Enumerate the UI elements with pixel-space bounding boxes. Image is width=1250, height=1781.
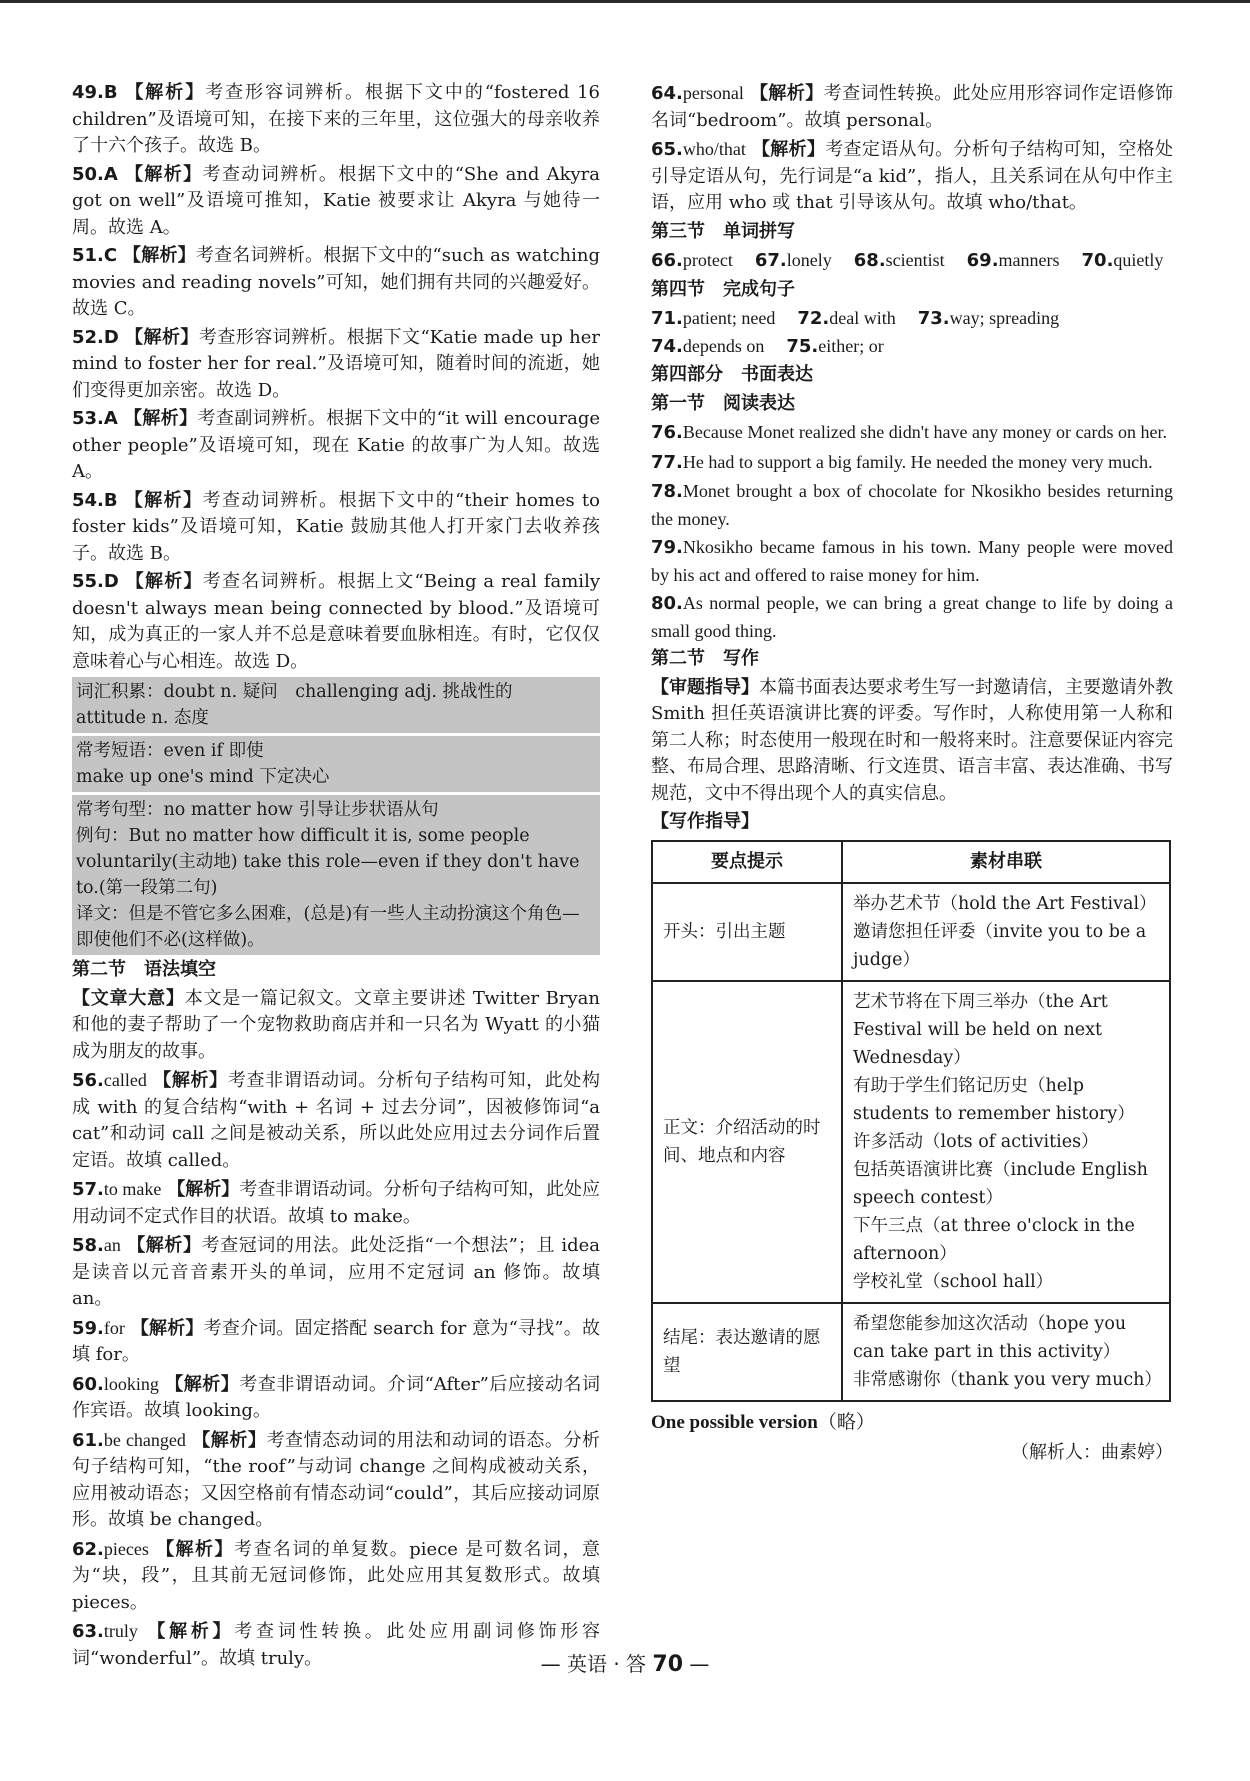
reading-number: 80. [651,593,683,614]
analyst-credit: （解析人：曲素婷） [1011,1442,1173,1463]
grammar-answer: called [103,1070,147,1090]
pattern-box [72,795,600,955]
spelling-number: 69. [966,250,999,271]
table-row [652,883,1170,981]
completion-answer [651,305,775,333]
table-key-cell: 开头：引出主题 [652,883,842,981]
material-line: 希望您能参加这次活动（hope you can take part in this activity） [853,1313,1127,1362]
page-footer [0,1648,1250,1677]
spelling-word: protect [682,250,733,270]
answer-item [72,80,600,160]
grammar-item [72,1371,600,1425]
section-grammar-title: 第二节 语法填空 [72,959,216,980]
reading-number: 79. [651,537,683,558]
answer-item [72,569,600,675]
spelling-number: 70. [1081,250,1114,271]
grammar-number: 64. [651,83,683,104]
grammar-answer: an [103,1235,121,1255]
reading-text: Because Monet realized she didn't have any money or cards on her. [682,422,1167,442]
answer-item [72,162,600,242]
table-key-cell: 结尾：表达邀请的愿望 [652,1303,842,1401]
grammar-number: 57. [72,1179,104,1200]
completion-words: way; spreading [949,308,1060,328]
material-line: 包括英语演讲比赛（include English speech contest） [853,1159,1148,1208]
answer-number: 54.B [72,489,118,511]
grammar-item [72,1232,600,1313]
phrase-box [72,736,600,792]
material-line: 非常感谢你（thank you very much） [853,1369,1162,1390]
spelling-word: scientist [885,250,945,270]
grammar-number: 62. [72,1538,104,1560]
material-line: 有助于学生们铭记历史（help students to remember history） [853,1075,1135,1124]
spelling-answers [651,247,1173,275]
completion-answer [918,305,1059,333]
answer-number: 51.C [72,245,118,266]
grammar-number: 61. [72,1429,104,1451]
completion-number: 71. [651,308,683,329]
spelling-word: manners [998,250,1060,270]
table-header-material: 素材串联 [842,841,1170,883]
grammar-number: 58. [72,1235,104,1256]
writing-guide-tag: 【写作指导】 [651,811,759,832]
analysis-tag: 【解析】 [750,83,824,104]
top-rule [0,0,1250,3]
answer-item [72,406,600,486]
material-line: 艺术节将在下周三举办（the Art Festival will be held on next Wednesday） [853,991,1108,1068]
section-completion-title: 第四节 完成句子 [651,278,795,300]
analysis-tag: 【解析】 [156,1538,234,1560]
writing-guide [651,675,1173,808]
analysis-text: 考查冠词的用法。此处泛指“一个想法”；且 idea 是读音以元音音素开头的单词，应用不定冠词 an 修饰。故填 an。 [72,1235,600,1309]
analysis-text: 考查形容词辨析。根据下文“Katie made up her mind to foster her for real.”及语境可知，随着时间的流逝，她们变得更加亲密。故选 D。 [72,326,600,401]
material-line: 许多活动（lots of activities） [853,1131,1099,1152]
table-row [652,981,1170,1303]
summary-tag: 【文章大意】 [72,987,185,1009]
completion-number: 72. [797,308,830,329]
spelling-answer [967,247,1060,275]
material-line: 下午三点（at three o'clock in the afternoon） [853,1215,1135,1264]
footer-prefix: — 英语 · 答 [540,1652,647,1676]
analysis-tag: 【解析】 [123,408,198,429]
analysis-text: 考查词性转换。此处应用形容词作定语修饰名词“bedroom”。故填 personal。 [651,83,1174,131]
completion-number: 75. [786,335,819,357]
analysis-tag: 【解析】 [123,245,196,266]
analysis-tag: 【解析】 [165,1373,240,1395]
grammar-number: 65. [651,139,683,160]
grammar-answer: looking [103,1373,159,1394]
analysis-tag: 【解析】 [125,571,203,592]
analysis-text: 考查介词。固定搭配 search for 意为“寻找”。故填 for。 [72,1317,600,1365]
grammar-item [72,1427,600,1534]
grammar-number: 63. [72,1621,104,1642]
analysis-tag: 【解析】 [130,1317,204,1339]
grammar-answer: be changed [103,1429,186,1450]
section-spelling-title: 第三节 单词拼写 [651,220,795,242]
completion-answer [651,333,764,361]
reading-number: 77. [651,451,683,473]
vocab-text: 词汇积累：doubt n. 疑问 challenging adj. 挑战性的 attitude n. 态度 [76,682,531,728]
spelling-answer [651,247,733,275]
completion-number: 74. [651,335,683,357]
grammar-item [72,1315,600,1369]
vocab-box [72,677,600,733]
reading-answer [651,419,1173,447]
reading-answer [651,478,1173,532]
version-label: One possible version [651,1411,818,1433]
analysis-tag: 【解析】 [167,1179,240,1200]
reading-answer [651,534,1173,588]
pattern-translation: 译文：但是不管它多么困难，(总是)有一些人主动扮演这个角色—即使他们不必(这样做)。 [76,904,580,950]
spelling-number: 67. [754,250,787,271]
answer-number: 52.D [72,326,119,348]
analysis-tag: 【解析】 [153,1070,228,1091]
reading-number: 76. [651,422,683,443]
answer-item [72,488,600,568]
table-header-row [652,841,1170,883]
grammar-answer: for [103,1317,125,1338]
reading-answer [651,590,1173,644]
analysis-tag: 【解析】 [192,1429,267,1451]
answer-item [72,243,600,323]
completion-answer [797,305,895,333]
completion-answer [786,333,883,361]
analysis-text: 考查动词辨析。根据下文中的“their homes to foster kids”及语境可知，Katie 鼓励其他人打开家门去收养孩子。故选 B。 [72,489,601,564]
pattern-example: 例句：But no matter how difficult it is, some people voluntarily(主动地) take this role—even if they don't have to.(第一段第二句) [76,826,580,898]
analysis-text: 考查情态动词的用法和动词的语态。分析句子结构可知，“the roof”与动词 change 之间构成被动关系，应用被动语态；又因空格前有情态动词“could”，其后应接动词原形。故填 be changed。 [72,1429,601,1530]
spelling-answer [755,247,832,275]
summary-text: 本文是一篇记叙文。文章主要讲述 Twitter Bryan 和他的妻子帮助了一个宠物救助商店并和一只名为 Wyatt 的小猫成为朋友的故事。 [72,987,600,1062]
spelling-answer [854,247,945,275]
answer-number: 55.D [72,571,119,592]
table-material-cell [842,883,1170,981]
left-column [72,80,600,1674]
completion-words: depends on [682,335,765,356]
pattern-title: 常考句型：no matter how 引导让步状语从句 [76,800,439,820]
answer-number: 50.A [72,163,118,185]
completion-words: either; or [818,335,884,356]
grammar-number: 56. [72,1070,104,1091]
analysis-tag: 【解析】 [127,1235,202,1256]
table-material-cell [842,1303,1170,1401]
spelling-word: lonely [786,250,832,270]
grammar-answer: who/that [682,139,746,159]
answer-number: 53.A [72,408,118,429]
material-line: 邀请您担任评委（invite you to be a judge） [853,921,1147,970]
footer-suffix: — [689,1652,710,1676]
part4-title: 第四部分 书面表达 [651,364,813,385]
answer-number: 49.B [72,82,118,103]
right-column [651,80,1173,1467]
material-line: 学校礼堂（school hall） [853,1271,1054,1292]
answer-item [72,325,600,405]
writing-guide-table [651,840,1171,1402]
grammar-answer: truly [103,1621,138,1641]
reading-text: Monet brought a box of chocolate for Nkosikho besides returning the money. [651,481,1173,529]
spelling-answer [1082,247,1164,275]
table-header-key: 要点提示 [652,841,842,883]
grammar-item [72,1536,600,1617]
analysis-text: 考查名词辨析。根据上文“Being a real family doesn't always mean being connected by blood.”及语境可知，成为真正的一家人并不总是意味着要血脉相连。有时，它仅仅意味着心与心相连。故选 D。 [72,571,600,672]
page-number: 70 [652,1652,684,1677]
analysis-tag: 【解析】 [125,82,206,103]
analysis-tag: 【解析】 [147,1621,235,1642]
analysis-tag: 【解析】 [751,139,826,160]
spelling-number: 68. [853,250,886,271]
reading-text: Nkosikho became famous in his town. Many people were moved by his act and offered to raise money for him. [651,537,1173,585]
completion-number: 73. [917,308,950,329]
phrase-line-1: 常考短语：even if 即使 [76,741,264,761]
guide-text: 本篇书面表达要求考生写一封邀请信，主要邀请外教 Smith 担任英语演讲比赛的评委。写作时，人称使用第一人称和第二人称；时态使用一般现在时和一般将来时。注意要保证内容完整、布局合理、思路清晰、行文连贯、语言丰富、表达准确、书写规范，文中不得出现个人的真实信息。 [651,676,1173,804]
completion-answers [651,305,1173,360]
grammar-item [72,1176,600,1230]
grammar-item [72,1067,600,1174]
guide-tag: 【审题指导】 [651,676,759,698]
reading-text: As normal people, we can bring a great change to life by doing a small good thing. [651,593,1173,641]
material-line: 举办艺术节（hold the Art Festival） [853,893,1157,914]
version-note: （略） [817,1411,875,1433]
possible-version [651,1410,1173,1437]
analysis-tag: 【解析】 [125,326,199,348]
grammar-number: 59. [72,1317,104,1339]
grammar-number: 60. [72,1373,104,1395]
article-summary [72,986,600,1066]
grammar-answer: to make [103,1179,162,1199]
analysis-text: 考查非谓语动词。分析句子结构可知，此处应用动词不定式作目的状语。故填 to make。 [72,1179,601,1227]
table-row [652,1303,1170,1401]
analysis-text: 考查形容词辨析。根据下文中的“fostered 16 children”及语境可知，在接下来的三年里，这位强大的母亲收养了十六个孩子。故选 B。 [72,82,600,156]
reading-text: He had to support a big family. He needed the money very much. [682,451,1153,472]
completion-words: patient; need [682,308,776,328]
analysis-text: 考查名词辨析。根据下文中的“such as watching movies and reading novels”可知，她们拥有共同的兴趣爱好。故选 C。 [72,245,600,319]
grammar-item [651,136,1173,217]
analysis-text: 考查非谓语动词。分析句子结构可知，此处构成 with 的复合结构“with + 名词 + 过去分词”，因被修饰词“a cat”和动词 call 之间是被动关系，所以此处应用过去分词作后置定语。故填 called。 [72,1070,601,1171]
analysis-text: 考查动词辨析。根据下文中的“She and Akyra got on well”及语境可推知，Katie 被要求让 Akyra 与她待一周。故选 A。 [72,163,600,238]
section-writing-title: 第二节 写作 [651,648,759,669]
spelling-word: quietly [1113,250,1164,270]
reading-answer [651,449,1173,477]
analysis-text: 考查定语从句。分析句子结构可知，空格处引导定语从句，先行词是“a kid”，指人，且关系词在从句中作主语，应用 who 或 that 引导该从句。故填 who/that。 [651,139,1174,213]
spelling-number: 66. [651,250,683,271]
analysis-text: 考查副词辨析。根据下文中的“it will encourage other people”及语境可知，现在 Katie 的故事广为人知。故选 A。 [72,408,600,482]
grammar-item [651,80,1173,134]
table-key-cell: 正文：介绍活动的时间、地点和内容 [652,981,842,1303]
grammar-answer: pieces [103,1538,149,1559]
analysis-text: 考查词性转换。此处应用副词修饰形容词“wonderful”。故填 truly。 [72,1621,601,1669]
analysis-tag: 【解析】 [124,163,203,185]
reading-number: 78. [651,481,683,502]
section-reading-title: 第一节 阅读表达 [651,392,795,414]
analysis-text: 考查名词的单复数。piece 是可数名词，意为“块，段”，且其前无冠词修饰，此处应用其复数形式。故填 pieces。 [72,1538,600,1613]
analysis-text: 考查非谓语动词。介词“After”后应接动名词作宾语。故填 looking。 [72,1373,600,1421]
table-material-cell [842,981,1170,1303]
grammar-answer: personal [682,83,744,103]
completion-words: deal with [829,308,896,328]
analysis-tag: 【解析】 [124,489,203,511]
phrase-line-2: make up one's mind 下定决心 [76,767,330,787]
